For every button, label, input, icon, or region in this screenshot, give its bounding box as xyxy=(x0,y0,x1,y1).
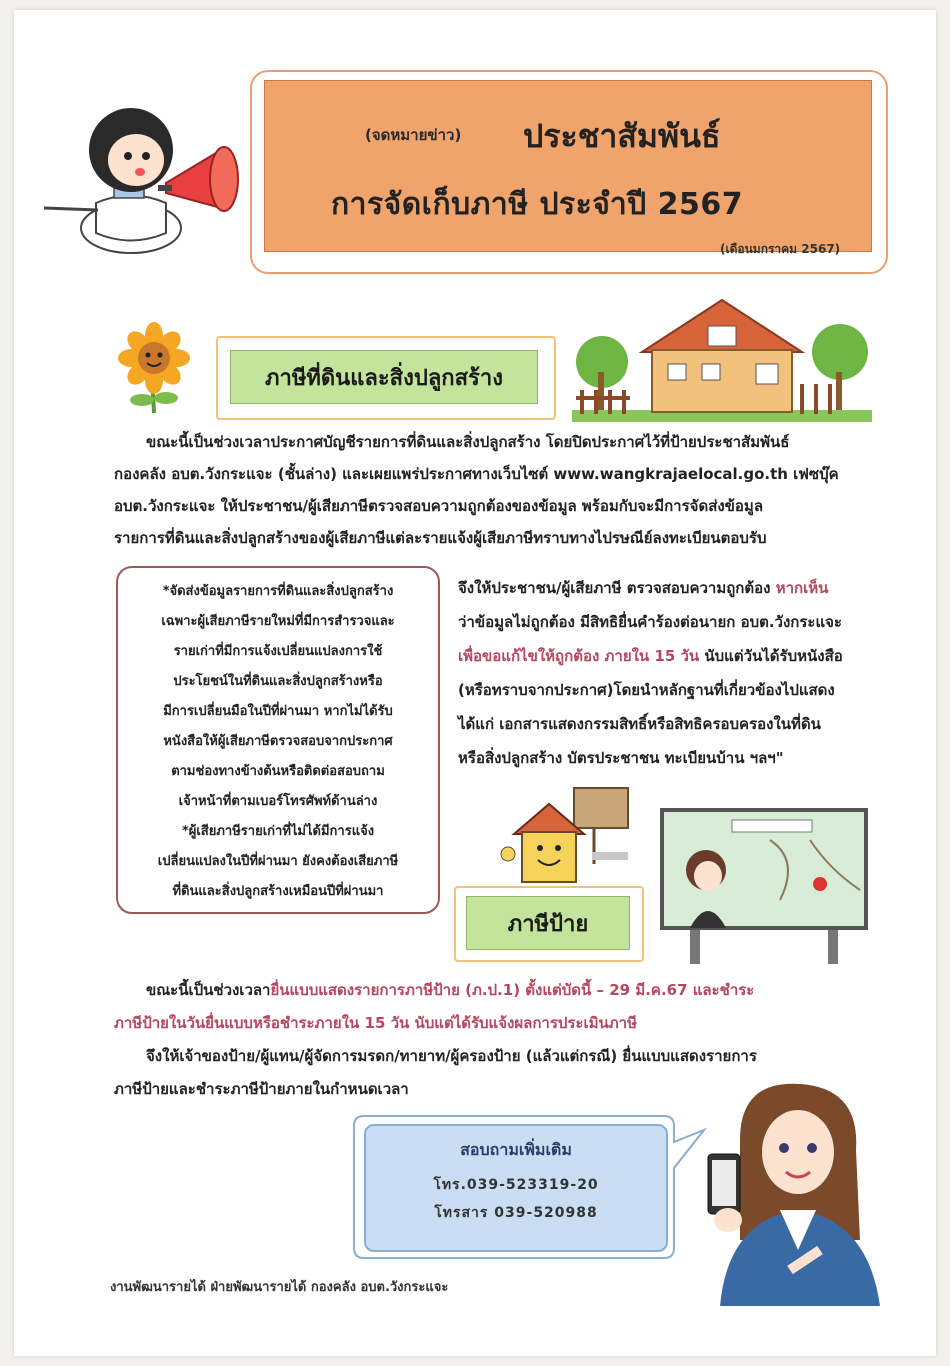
right-text: จึงให้ประชาชน/ผู้เสียภาษี ตรวจสอบความถูกต้อง xyxy=(458,579,776,597)
girl-megaphone-icon xyxy=(36,88,256,258)
sign-text: ขณะนี้เป็นช่วงเวลา xyxy=(146,981,271,999)
billboard-icon xyxy=(660,800,870,964)
note-line: ตามช่องทางข้างต้นหรือติดต่อสอบถาม xyxy=(171,764,385,779)
note-line: ที่ดินและสิ่งปลูกสร้างเหมือนปีที่ผ่านมา xyxy=(172,884,384,899)
right-line-6: หรือสิ่งปลูกสร้าง บัตรประชาชน ทะเบียนบ้าน ฯลฯ" xyxy=(458,749,784,767)
woman-phone-icon xyxy=(700,1080,890,1306)
right-text-red: หากเห็น xyxy=(775,579,829,597)
sign-paragraph xyxy=(114,974,757,1106)
house-sign-icon xyxy=(494,784,634,894)
sign-section-heading: ภาษีป้าย xyxy=(466,896,630,950)
note-line: *จัดส่งข้อมูลรายการที่ดินและสิ่งปลูกสร้าง xyxy=(162,584,394,599)
note-line: รายเก่าที่มีการแจ้งเปลี่ยนแปลงการใช้ xyxy=(173,644,383,659)
land-para-line: กองคลัง อบต.วังกระแจะ (ชั้นล่าง) และเผยแพร่ประกาศทางเว็บไซต์ www.wangkrajaelocal.go.th เฟซบุ๊ค xyxy=(114,465,839,483)
note-line: ประโยชน์ในที่ดินและสิ่งปลูกสร้างหรือ xyxy=(173,674,383,689)
right-line-2: ว่าข้อมูลไม่ถูกต้อง มีสิทธิยื่นคำร้องต่อนายก อบต.วังกระแจะ xyxy=(458,613,843,631)
header-date: (เดือนมกราคม 2567) xyxy=(720,242,841,256)
land-para-line: รายการที่ดินและสิ่งปลูกสร้างของผู้เสียภาษีแต่ละรายแจ้งผู้เสียภาษีทราบทางไปรษณีย์ลงทะเบียนตอบรับ xyxy=(114,529,767,547)
sign-text-red: ยื่นแบบแสดงรายการภาษีป้าย (ภ.ป.1) ตั้งแต่บัดนี้ – 29 มี.ค.67 และชำระ xyxy=(270,981,755,999)
note-line: หนังสือให้ผู้เสียภาษีตรวจสอบจากประกาศ xyxy=(163,734,393,749)
sunflower-icon xyxy=(104,318,204,418)
land-para-line: อบต.วังกระแจะ ให้ประชาชน/ผู้เสียภาษีตรวจสอบความถูกต้องของข้อมูล พร้อมกับจะมีการจัดส่งข้อมูล xyxy=(114,497,764,515)
header-banner xyxy=(264,80,872,252)
land-section-heading: ภาษีที่ดินและสิ่งปลูกสร้าง xyxy=(230,350,538,404)
header-title-line1: ประชาสัมพันธ์ xyxy=(523,117,721,155)
right-text: นับแต่วันได้รับหนังสือ xyxy=(704,647,843,665)
contact-box xyxy=(364,1124,668,1252)
sign-para-line: ภาษีป้ายและชำระภาษีป้ายภายในกำหนดเวลา xyxy=(114,1080,409,1098)
right-line-4: (หรือทราบจากประกาศ)โดยนำหลักฐานที่เกี่ยวข้องไปแสดง xyxy=(458,681,835,699)
note-line: มีการเปลี่ยนมือในปีที่ผ่านมา หากไม่ได้รับ xyxy=(163,704,393,719)
note-box xyxy=(116,566,440,914)
header-tag: (จดหมายข่าว) xyxy=(365,126,462,144)
note-line: *ผู้เสียภาษีรายเก่าที่ไม่ได้มีการแจ้ง xyxy=(181,824,375,839)
right-line-5: ได้แก่ เอกสารแสดงกรรมสิทธิ์หรือสิทธิครอบครองในที่ดิน xyxy=(458,715,821,733)
contact-fax: โทรสาร 039-520988 xyxy=(434,1205,598,1221)
house-icon xyxy=(572,292,872,422)
right-line-3 xyxy=(458,644,843,668)
contact-title: สอบถามเพิ่มเติม xyxy=(460,1140,572,1159)
header-title-line2: การจัดเก็บภาษี ประจำปี 2567 xyxy=(331,187,744,222)
land-paragraph xyxy=(114,426,839,554)
note-line: เจ้าหน้าที่ตามเบอร์โทรศัพท์ด้านล่าง xyxy=(178,794,378,809)
sign-para-line: ภาษีป้ายในวันยื่นแบบหรือชำระภายใน 15 วัน นับแต่ได้รับแจ้งผลการประเมินภาษี xyxy=(114,1014,637,1032)
note-line: เฉพาะผู้เสียภาษีรายใหม่ที่มีการสำรวจและ xyxy=(161,614,395,629)
sign-para-line: จึงให้เจ้าของป้าย/ผู้แทน/ผู้จัดการมรดก/ทายาท/ผู้ครองป้าย (แล้วแต่กรณี) ยื่นแบบแสดงรายการ xyxy=(146,1047,757,1065)
footer-credit: งานพัฒนารายได้ ฝ่ายพัฒนารายได้ กองคลัง อบต.วังกระแจะ xyxy=(110,1280,449,1295)
right-text-red: เพื่อขอแก้ไขให้ถูกต้อง ภายใน 15 วัน xyxy=(458,647,705,665)
land-para-line: ขณะนี้เป็นช่วงเวลาประกาศบัญชีรายการที่ดินและสิ่งปลูกสร้าง โดยปิดประกาศไว้ที่ป้ายประชาสัมพันธ์ xyxy=(146,433,790,451)
sign-para-line xyxy=(114,974,757,1007)
right-line-1 xyxy=(458,576,828,600)
contact-tel: โทร.039-523319-20 xyxy=(433,1177,599,1193)
note-line: เปลี่ยนแปลงในปีที่ผ่านมา ยังคงต้องเสียภาษี xyxy=(157,854,399,869)
